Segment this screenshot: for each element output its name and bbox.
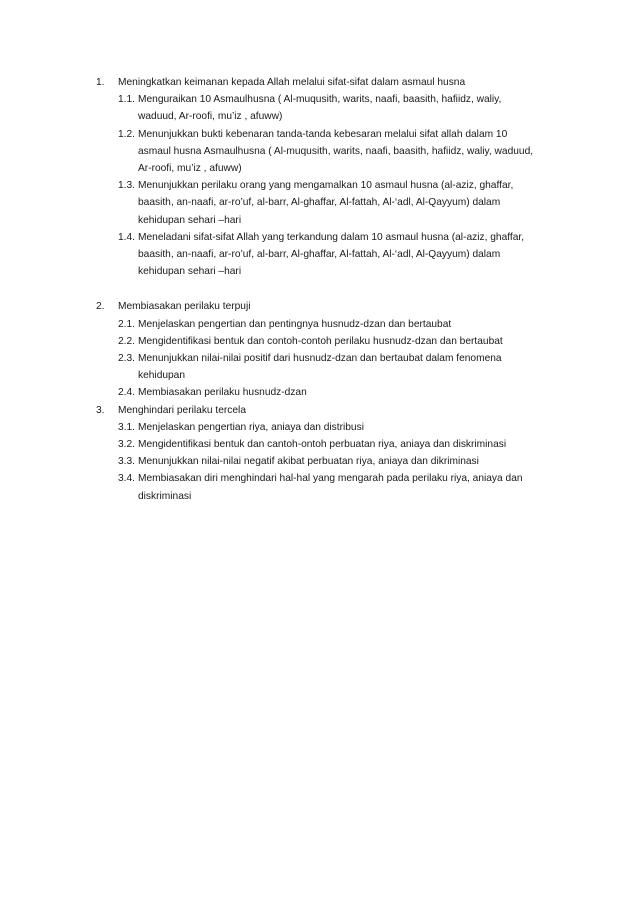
text-line: Menunjukkan perilaku orang yang mengamalkan 10 asmaul husna (al-aziz, ghaffar, <box>138 180 514 192</box>
sub-item-text <box>138 91 566 125</box>
sub-item-text <box>138 126 566 178</box>
text-line: asmaul husna Asmaulhusna ( Al-muqusith, warits, naafi, baasith, hafiidz, waliy, waduud, <box>138 145 534 157</box>
text-line: kehidupan <box>138 370 186 382</box>
outline-item-2 <box>96 298 566 315</box>
sub-item-text <box>138 436 566 453</box>
sub-item-2-3 <box>118 350 566 384</box>
sub-item-3-1 <box>118 419 566 436</box>
sub-item-2-1 <box>118 316 566 333</box>
item-text: Meningkatkan keimanan kepada Allah melalui sifat-sifat dalam asmaul husna <box>118 77 466 88</box>
outline-item-3 <box>96 402 566 419</box>
sub-item-number: 2.4. <box>118 387 135 399</box>
text-line: Ar-roofi, mu’iz , afuww) <box>138 163 242 175</box>
text-line: baasith, an-naafi, ar-ro’uf, al-barr, Al-ghaffar, Al-fattah, Al-‘adl, Al-Qayyum) dalam <box>138 197 501 209</box>
sub-item-3-2 <box>118 436 566 453</box>
sub-item-3-4 <box>118 470 566 504</box>
sub-item-text <box>138 470 566 504</box>
text-line: Mengidentifikasi bentuk dan contoh-contoh perilaku husnudz-dzan dan bertaubat <box>138 335 503 347</box>
sub-item-number: 1.2. <box>118 128 135 140</box>
sub-item-number: 1.1. <box>118 94 135 106</box>
sub-item-2-4 <box>118 384 566 401</box>
text-line: Menguraikan 10 Asmaulhusna ( Al-muqusith, warits, naafi, baasith, hafiidz, waliy, <box>138 94 502 106</box>
sub-item-number: 3.3. <box>118 456 135 468</box>
text-line: Menjelaskan pengertian riya, aniaya dan distribusi <box>138 421 364 433</box>
text-line: Menunjukkan nilai-nilai negatif akibat perbuatan riya, aniaya dan dikriminasi <box>138 456 479 468</box>
sub-item-1-1 <box>118 91 566 125</box>
sub-item-number: 2.1. <box>118 318 135 330</box>
sub-item-number: 1.4. <box>118 231 135 243</box>
text-line: Membiasakan diri menghindari hal-hal yang mengarah pada perilaku riya, aniaya dan <box>138 473 523 485</box>
text-line: Mengidentifikasi bentuk dan cantoh-ontoh perbuatan riya, aniaya dan diskriminasi <box>138 439 507 451</box>
sub-list-2 <box>118 316 566 402</box>
item-number: 1. <box>96 77 105 88</box>
sub-list-1 <box>118 91 566 280</box>
outline-item-1 <box>96 74 566 91</box>
sub-item-text <box>138 316 566 333</box>
sub-item-number: 2.3. <box>118 353 135 365</box>
sub-item-1-2 <box>118 126 566 178</box>
outline-section-1 <box>96 74 566 280</box>
sub-item-1-4 <box>118 229 566 281</box>
sub-item-text <box>138 177 566 229</box>
sub-item-number: 3.4. <box>118 473 135 485</box>
text-line: waduud, Ar-roofi, mu’iz , afuww) <box>138 111 283 123</box>
sub-item-text <box>138 333 566 350</box>
text-line: kehidupan sehari –hari <box>138 266 242 278</box>
sub-item-number: 3.2. <box>118 439 135 451</box>
text-line: Menunjukkan nilai-nilai positif dari husnudz-dzan dan bertaubat dalam fenomena <box>138 353 502 365</box>
text-line: Membiasakan perilaku husnudz-dzan <box>138 387 307 399</box>
item-number: 2. <box>96 301 105 313</box>
text-line: diskriminasi <box>138 490 192 502</box>
sub-item-text <box>138 384 566 401</box>
outline-section-2 <box>96 298 566 401</box>
item-number: 3. <box>96 404 105 416</box>
competency-outline <box>96 74 566 505</box>
sub-item-text <box>138 229 566 281</box>
item-text: Menghindari perilaku tercela <box>118 404 246 416</box>
text-line: Menjelaskan pengertian dan pentingnya husnudz-dzan dan bertaubat <box>138 318 452 330</box>
sub-list-3 <box>118 419 566 505</box>
sub-item-number: 1.3. <box>118 180 135 192</box>
sub-item-text <box>138 350 566 384</box>
sub-item-number: 2.2. <box>118 335 135 347</box>
sub-item-number: 3.1. <box>118 421 135 433</box>
sub-item-2-2 <box>118 333 566 350</box>
text-line: kehidupan sehari –hari <box>138 214 242 226</box>
text-line: baasith, an-naafi, ar-ro’uf, al-barr, Al-ghaffar, Al-fattah, Al-‘adl, Al-Qayyum) dalam <box>138 249 501 261</box>
sub-item-text <box>138 453 566 470</box>
sub-item-text <box>138 419 566 436</box>
text-line: Menunjukkan bukti kebenaran tanda-tanda kebesaran melalui sifat allah dalam 10 <box>138 128 508 140</box>
text-line: Meneladani sifat-sifat Allah yang terkandung dalam 10 asmaul husna (al-aziz, ghaffar, <box>138 231 525 243</box>
sub-item-3-3 <box>118 453 566 470</box>
outline-section-3 <box>96 402 566 505</box>
item-text: Membiasakan perilaku terpuji <box>118 301 251 313</box>
sub-item-1-3 <box>118 177 566 229</box>
